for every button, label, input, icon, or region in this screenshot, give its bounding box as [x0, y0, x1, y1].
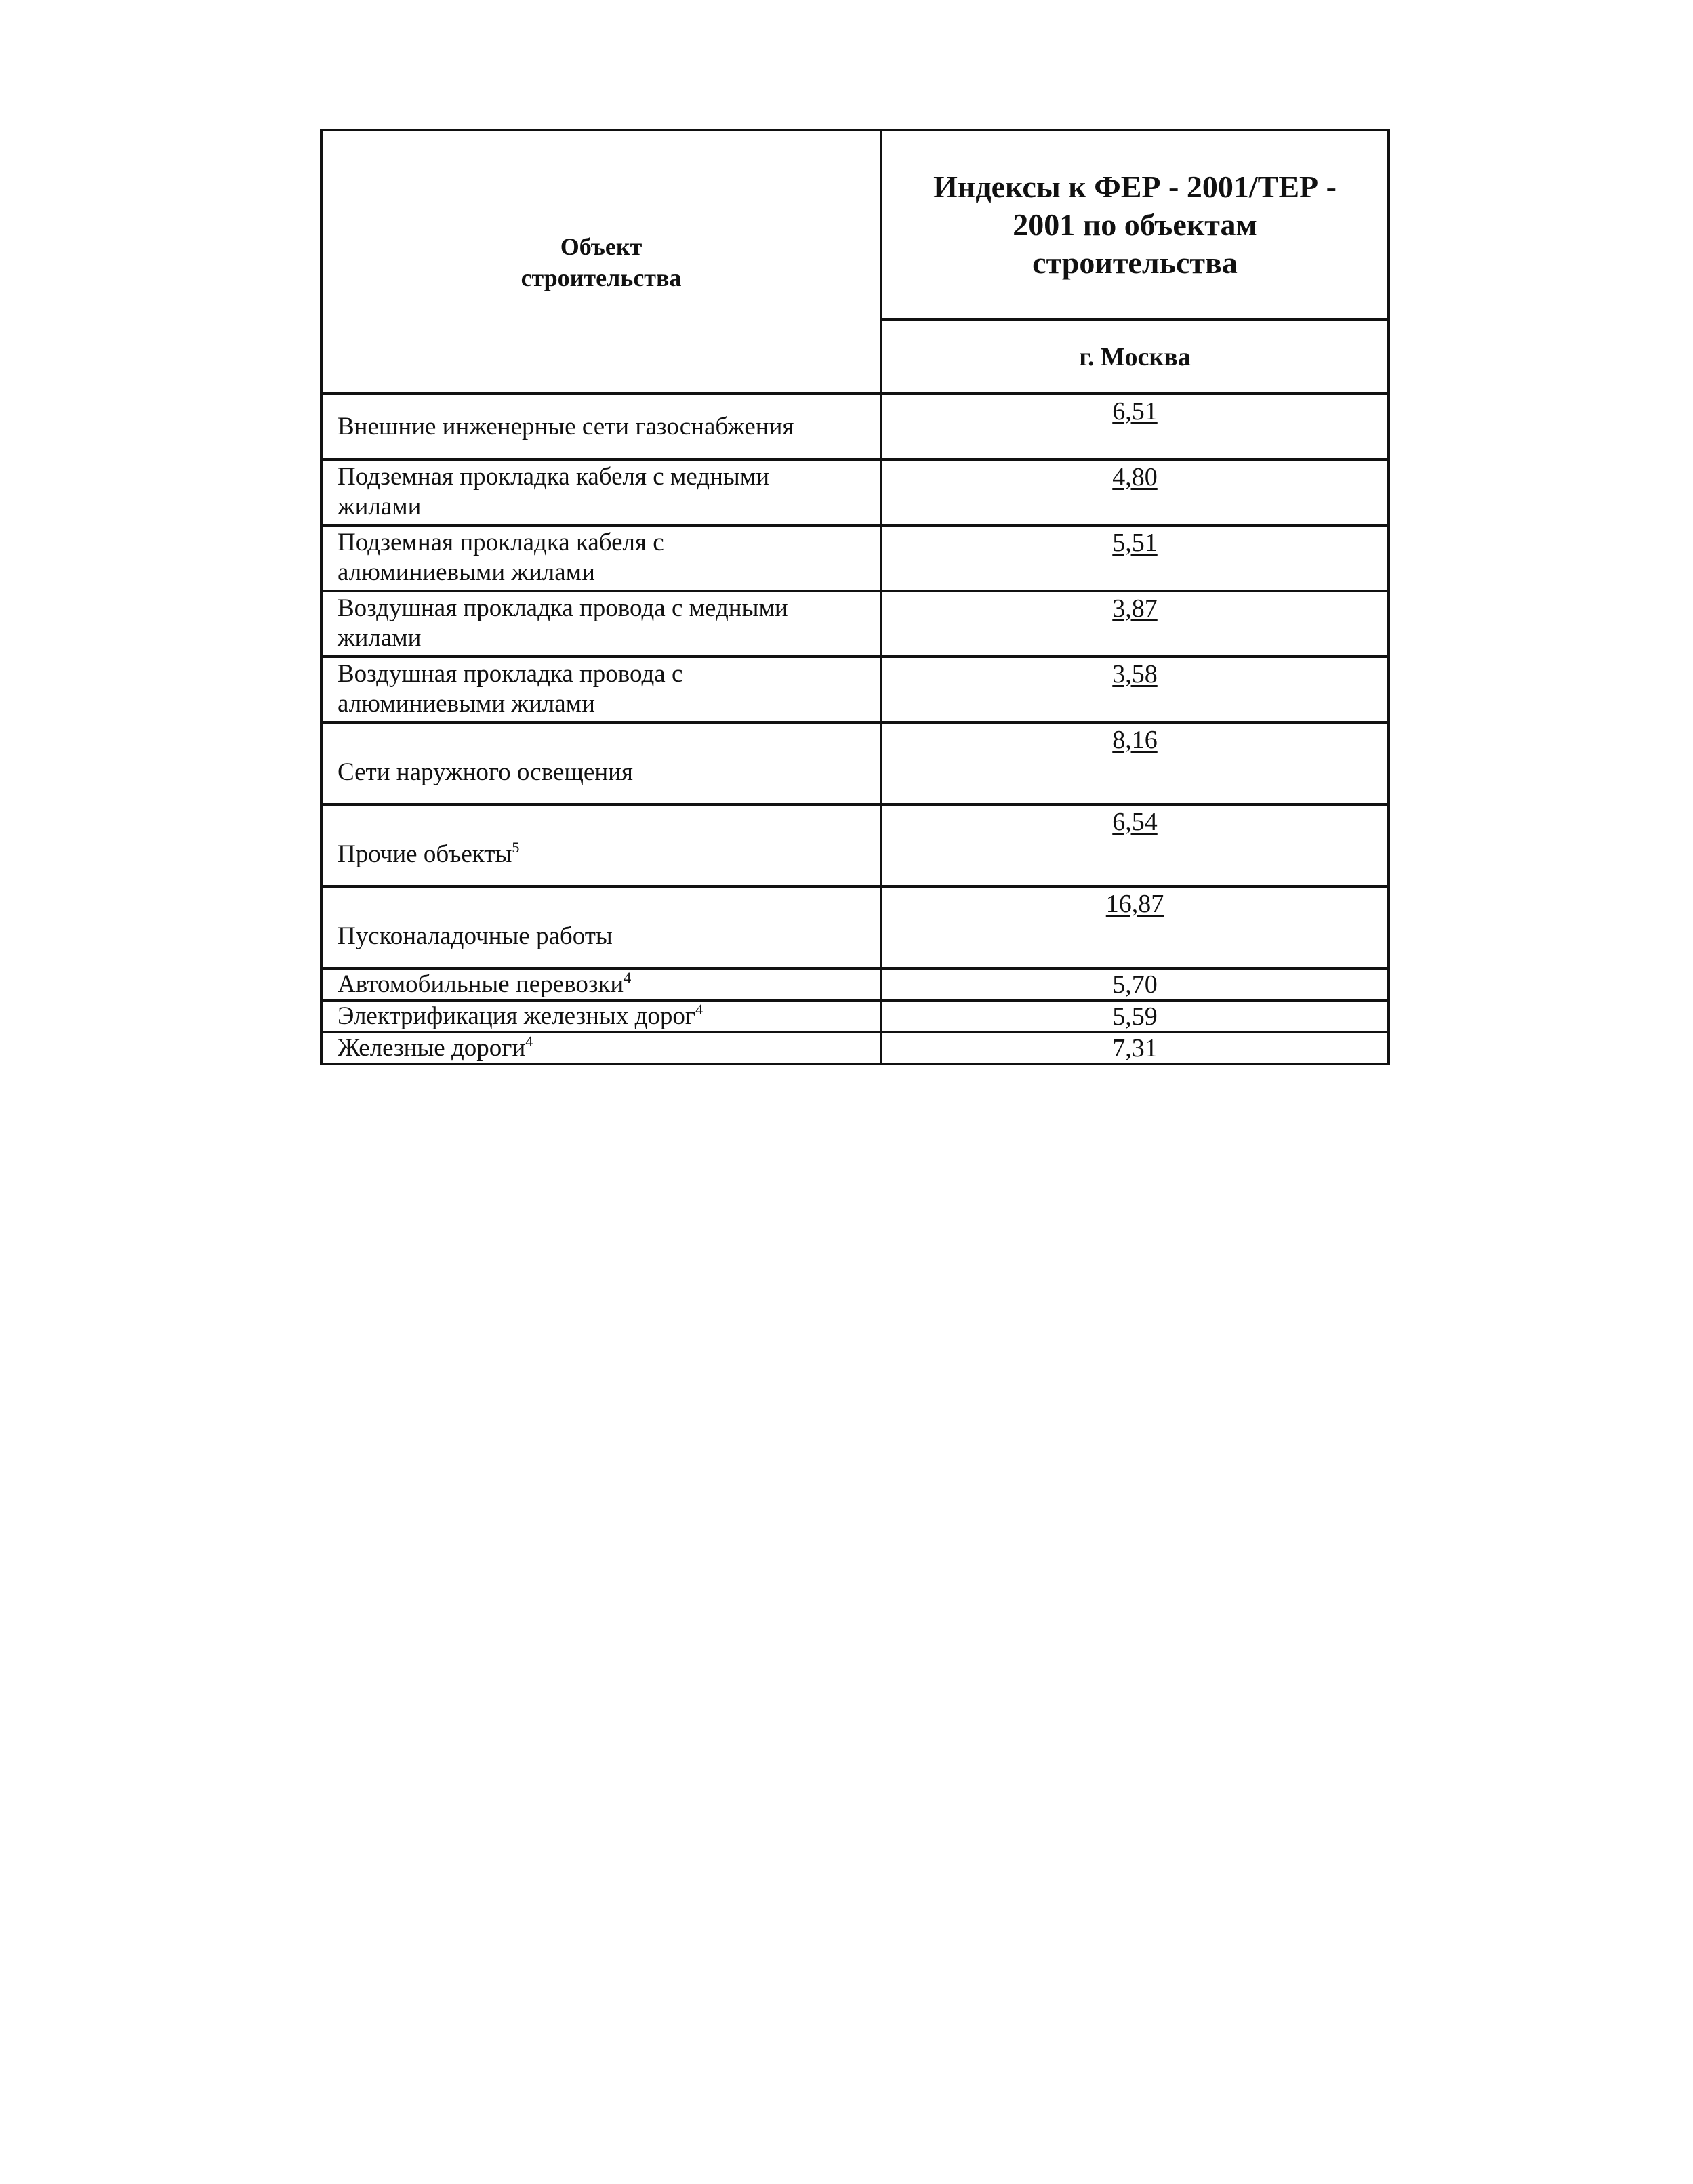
- row-name: Пусконаладочные работы: [321, 886, 881, 968]
- row-name: Сети наружного освещения: [321, 722, 881, 804]
- row-name: Автомобильные перевозки$^4$: [321, 968, 881, 1000]
- footnote-mark: 4: [624, 968, 632, 986]
- index-header-line3: строительства: [1032, 245, 1238, 280]
- row-value: 5,70: [881, 968, 1389, 1000]
- row-value: 6,51: [881, 394, 1389, 459]
- row-value: 5,51: [881, 525, 1389, 591]
- object-column-header: [321, 130, 881, 394]
- index-column-header: [881, 130, 1389, 320]
- object-header-line2: строительства: [521, 264, 682, 291]
- table-row: [321, 657, 1389, 722]
- index-header-line2: 2001 по объектам: [1013, 207, 1257, 242]
- row-value: 4,80: [881, 459, 1389, 525]
- row-value: 8,16: [881, 722, 1389, 804]
- row-value: 16,87: [881, 886, 1389, 968]
- row-name: Воздушная прокладка провода с алюминиевыми жилами: [321, 657, 881, 722]
- header-row: [321, 130, 1389, 320]
- row-name: Воздушная прокладка провода с медными жилами: [321, 591, 881, 657]
- footnote-mark: 5: [512, 838, 520, 856]
- row-value: 7,31: [881, 1032, 1389, 1064]
- row-name: Подземная прокладка кабеля с алюминиевыми жилами: [321, 525, 881, 591]
- index-header-line1: Индексы к ФЕР - 2001/ТЕР -: [933, 169, 1337, 204]
- row-name: Внешние инженерные сети газоснабжения: [321, 394, 881, 459]
- row-name: Подземная прокладка кабеля с медными жилами: [321, 459, 881, 525]
- index-table: [320, 129, 1390, 1065]
- table-row: [321, 394, 1389, 459]
- row-value: 3,87: [881, 591, 1389, 657]
- row-value: 6,54: [881, 804, 1389, 886]
- table-row: [321, 886, 1389, 968]
- footnote-mark: 4: [695, 1000, 703, 1018]
- table-row: [321, 1032, 1389, 1064]
- footnote-mark: 4: [525, 1032, 533, 1050]
- table-row: [321, 968, 1389, 1000]
- row-name: Электрификация железных дорог$^4$: [321, 1000, 881, 1032]
- city-header: г. Москва: [881, 320, 1389, 394]
- table-row: [321, 804, 1389, 886]
- row-name: Железные дороги$^4$: [321, 1032, 881, 1064]
- table-row: [321, 1000, 1389, 1032]
- table-row: [321, 722, 1389, 804]
- row-value: 5,59: [881, 1000, 1389, 1032]
- row-name: Прочие объекты$^5$: [321, 804, 881, 886]
- object-header-line1: Объект: [560, 232, 642, 260]
- table-row: [321, 525, 1389, 591]
- table-row: [321, 459, 1389, 525]
- table-row: [321, 591, 1389, 657]
- row-value: 3,58: [881, 657, 1389, 722]
